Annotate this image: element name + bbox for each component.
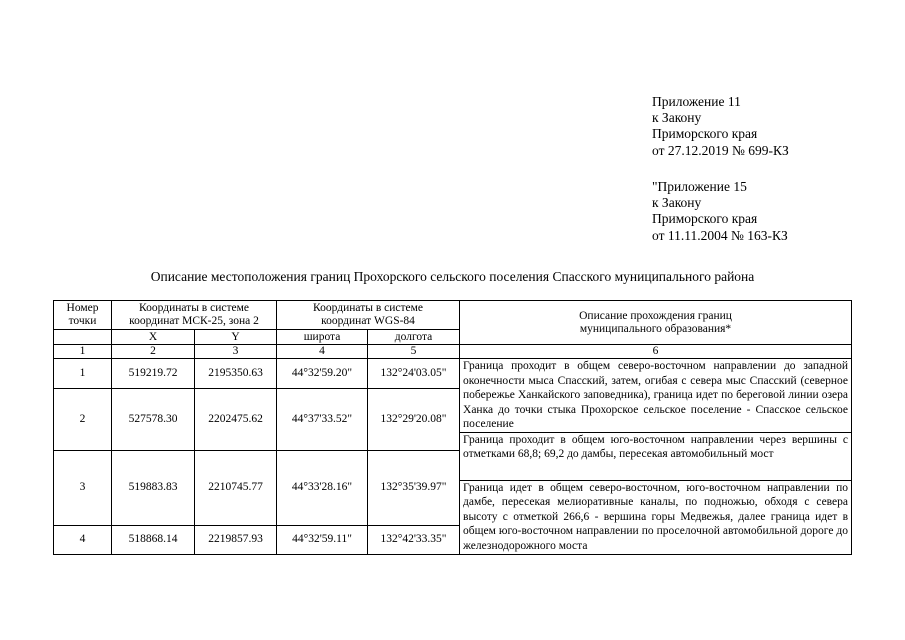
- boundary-description: Граница идет в общем северо-восточном, юго-восточном направлении по дамбе, пересекая мелиоративные каналы, по подножью, обходя с севера высоту с отметкой 266,6 - вершина горы Медвежья, далее граница идет в общем юго-восточном направлении по проселочной автомобильной дороге до железнодорожного моста: [460, 480, 852, 554]
- column-number: 1: [54, 345, 112, 359]
- table-header-row: [54, 301, 852, 318]
- longitude: 132°42'33.35": [368, 525, 460, 554]
- header-msk-coordinates: [112, 301, 277, 330]
- coord-x: 519219.72: [112, 359, 195, 389]
- latitude: 44°32'59.11": [277, 525, 368, 554]
- boundary-table: [53, 300, 852, 555]
- header-empty-cell: [54, 330, 112, 345]
- header-line: муниципального образования*: [579, 322, 732, 335]
- header-line: Координаты в системе: [313, 302, 423, 314]
- boundary-description: Граница проходит в общем северо-восточном направлении до западной оконечности мыса Спасский, затем, огибая с севера мыс Спасский (северное побережье Ханкайского заповедника), граница идет по береговой линии озера Ханка до точки стыка Прохорское сельское поселение - Спасское сельское поселение: [460, 359, 852, 433]
- coord-x: 518868.14: [112, 525, 195, 554]
- latitude: 44°32'59.20": [277, 359, 368, 389]
- column-number: 5: [368, 345, 460, 359]
- column-number: 2: [112, 345, 195, 359]
- longitude: 132°24'03.05": [368, 359, 460, 389]
- appendix-line: Приложение 11: [652, 94, 741, 109]
- appendix-line: от 27.12.2019 № 699-КЗ: [652, 142, 789, 158]
- appendix-line: к Закону: [652, 110, 702, 126]
- coord-x: 527578.30: [112, 389, 195, 451]
- header-longitude: долгота: [368, 330, 460, 345]
- header-line: Номер: [66, 302, 99, 314]
- header-line: координат МСК-25, зона 2: [129, 315, 259, 327]
- coord-y: 2202475.62: [195, 389, 277, 451]
- header-latitude: широта: [277, 330, 368, 345]
- point-number: 2: [54, 389, 112, 451]
- coord-x: 519883.83: [112, 450, 195, 525]
- point-number: 4: [54, 525, 112, 554]
- boundary-description: Граница проходит в общем юго-восточном направлении через вершины с отметками 68,8; 69,2 до дамбы, пересекая автомобильный мост: [460, 432, 852, 480]
- appendix-line: "Приложение 15: [652, 179, 747, 194]
- appendix-line: Приморского края: [652, 211, 758, 227]
- document-title: Описание местоположения границ Прохорского сельского поселения Спасского муниципального района: [150, 269, 755, 284]
- column-number-row: [54, 345, 852, 359]
- header-y: Y: [195, 330, 277, 345]
- header-wgs-coordinates: [277, 301, 460, 330]
- table-row: [54, 359, 852, 389]
- appendix-line: к Закону: [652, 195, 702, 211]
- header-x: X: [112, 330, 195, 345]
- column-number: 3: [195, 345, 277, 359]
- appendix-line: от 11.11.2004 № 163-КЗ: [652, 227, 788, 243]
- header-line: Координаты в системе: [139, 302, 249, 314]
- header-line: координат WGS-84: [321, 315, 415, 327]
- coord-y: 2195350.63: [195, 359, 277, 389]
- coord-y: 2219857.93: [195, 525, 277, 554]
- appendix-line: Приморского края: [652, 126, 758, 142]
- coord-y: 2210745.77: [195, 450, 277, 525]
- header-point-number: [54, 301, 112, 330]
- column-number: 4: [277, 345, 368, 359]
- appendix-original-reference: [652, 179, 788, 244]
- column-number: 6: [460, 345, 852, 359]
- point-number: 3: [54, 450, 112, 525]
- longitude: 132°29'20.08": [368, 389, 460, 451]
- point-number: 1: [54, 359, 112, 389]
- header-description: [460, 301, 852, 345]
- appendix-current-reference: [652, 94, 789, 159]
- header-line: точки: [68, 315, 97, 327]
- latitude: 44°33'28.16": [277, 450, 368, 525]
- header-line: Описание прохождения границ: [579, 309, 732, 322]
- longitude: 132°35'39.97": [368, 450, 460, 525]
- latitude: 44°37'33.52": [277, 389, 368, 451]
